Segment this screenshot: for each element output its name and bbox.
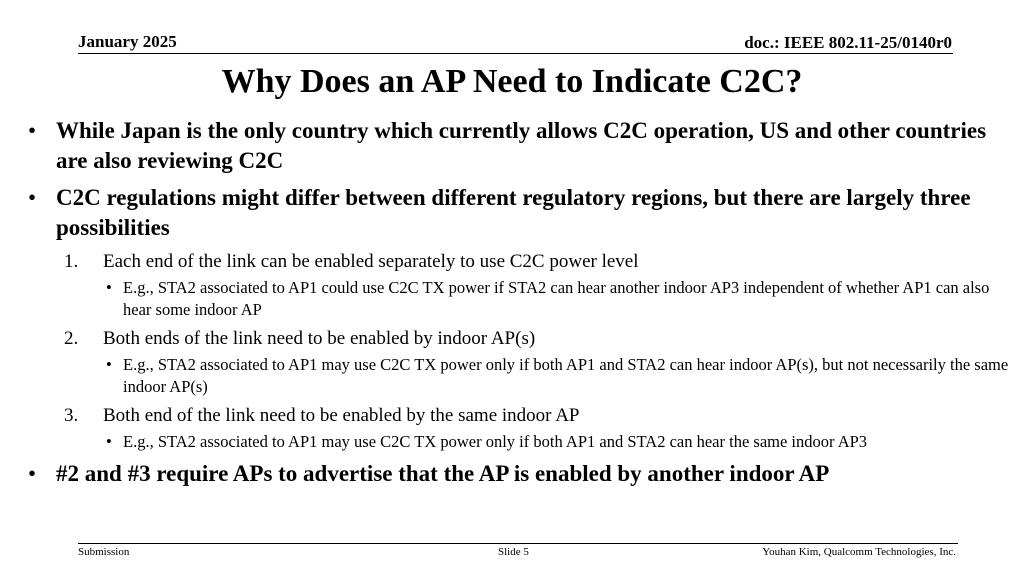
possibility-3 <box>0 404 1010 428</box>
header-doc-id: doc.: IEEE 802.11-25/0140r0 <box>744 33 952 52</box>
sub-bullet-marker: • <box>106 432 112 451</box>
possibility-2-example <box>0 354 1010 398</box>
possibility-2 <box>0 327 1010 351</box>
bullet-marker: • <box>28 118 37 143</box>
possibility-2-text: Both ends of the link need to be enabled by indoor AP(s) <box>103 328 536 349</box>
possibility-1-example <box>0 277 1010 321</box>
sub-bullet-marker: • <box>106 355 112 374</box>
possibility-1-example-text: E.g., STA2 associated to AP1 could use C2C TX power if STA2 can hear another indoor AP3 independent of whether AP1 can also hear some indoor AP <box>123 278 990 319</box>
slide-title: Why Does an AP Need to Indicate C2C? <box>221 63 803 100</box>
possibility-3-example <box>0 431 1010 453</box>
bullet-marker: • <box>28 461 37 486</box>
possibility-3-text: Both end of the link need to be enabled by the same indoor AP <box>103 405 580 426</box>
sub-bullet-marker: • <box>106 278 112 297</box>
bullet-2 <box>0 183 1010 243</box>
bullet-3-text: #2 and #3 require APs to advertise that the AP is enabled by another indoor AP <box>56 461 830 486</box>
footer-author: Youhan Kim, Qualcomm Technologies, Inc. <box>762 546 956 558</box>
possibility-number: 1. <box>64 251 79 272</box>
possibility-number: 3. <box>64 405 79 426</box>
bullet-marker: • <box>28 185 37 210</box>
possibility-3-example-text: E.g., STA2 associated to AP1 may use C2C TX power only if both AP1 and STA2 can hear the same indoor AP3 <box>123 432 868 451</box>
header-date: January 2025 <box>78 32 177 51</box>
bullet-1-text: While Japan is the only country which currently allows C2C operation, US and other countries are also reviewing C2C <box>56 118 987 173</box>
bullet-1 <box>0 116 1010 176</box>
possibility-1 <box>0 250 1010 274</box>
possibility-2-example-text: E.g., STA2 associated to AP1 may use C2C TX power only if both AP1 and STA2 can hear indoor AP(s), but not necessarily the same indoor AP(s) <box>123 355 1009 396</box>
possibility-number: 2. <box>64 328 79 349</box>
bullet-3 <box>0 459 1010 489</box>
bullet-2-text: C2C regulations might differ between different regulatory regions, but there are largely three possibilities <box>56 185 971 240</box>
footer-divider <box>78 543 958 544</box>
possibility-1-text: Each end of the link can be enabled separately to use C2C power level <box>103 251 639 272</box>
header-divider <box>78 53 953 54</box>
footer-slide-number: Slide 5 <box>498 546 529 558</box>
slide-body <box>0 116 1010 496</box>
footer-submission: Submission <box>78 546 130 558</box>
